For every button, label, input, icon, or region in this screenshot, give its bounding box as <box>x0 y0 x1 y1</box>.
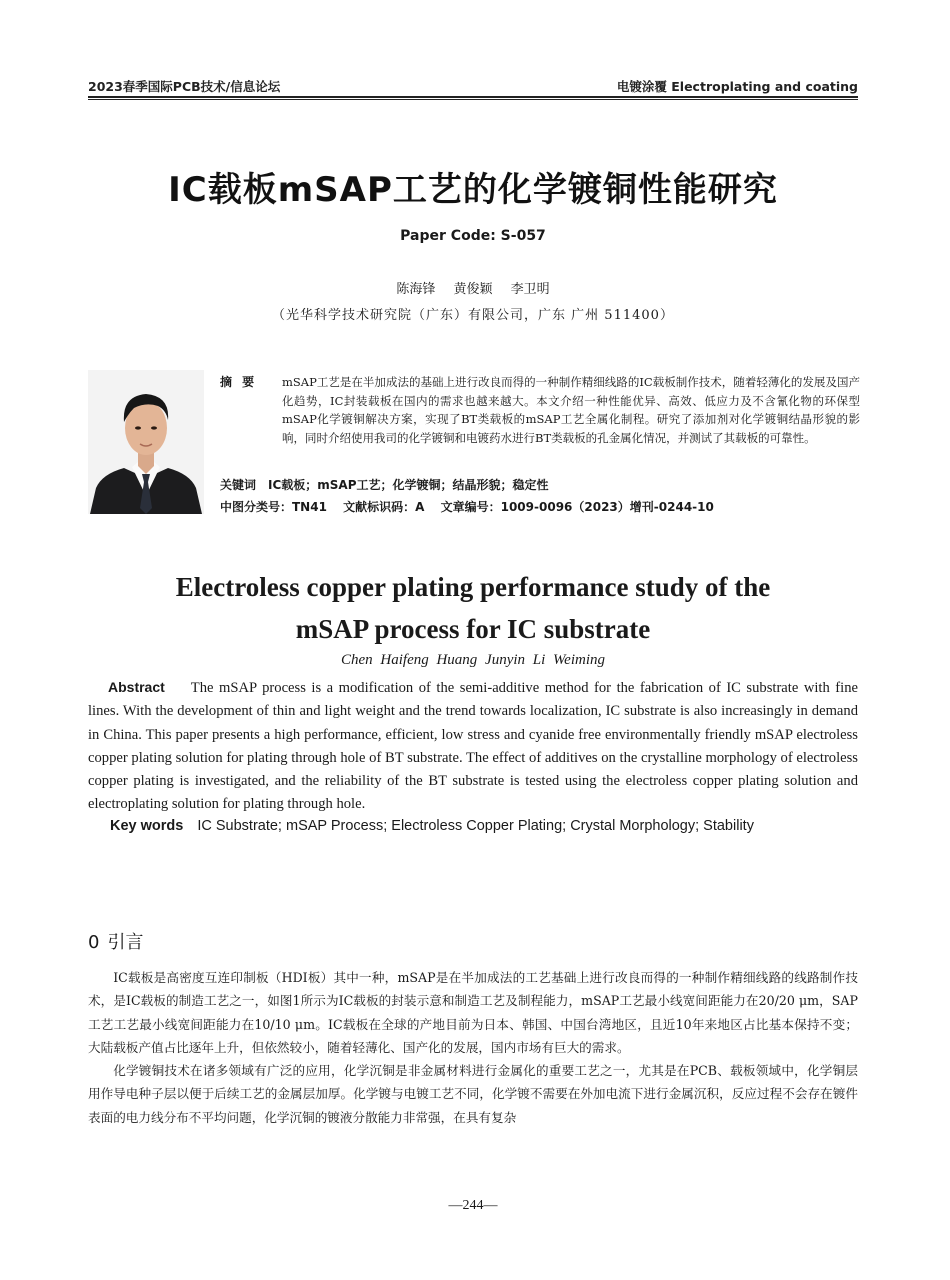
english-title-line-1: Electroless copper plating performance study of the <box>175 572 771 602</box>
english-keywords-label: Key words <box>110 818 184 834</box>
running-header <box>88 74 858 98</box>
english-abstract-text: The mSAP process is a modification of the semi-additive method for the fabrication of IC substrate with fine lines. With the development of thin and light weight and the trend towards localization, IC substrate is also increasingly in demand in China. This paper presents a high performance, efficient, low stress and cyanide free environmentally friendly mSAP electroless copper plating solution for plating through hole of BT substrate. The effect of additives on the crystalline morphology of electroless copper plating is investigated, and the reliability of the BT substrate is tested using the electroless copper plating solution and electroplating solution for plating through hole. <box>88 680 858 813</box>
clc-number: 中图分类号：TN41 <box>220 500 327 514</box>
page-number: —244— <box>448 1198 498 1213</box>
author-photo <box>88 370 204 514</box>
chinese-abstract-label: 摘 要 <box>220 375 255 389</box>
header-right: 电镀涂覆 Electroplating and coating <box>616 79 858 94</box>
chinese-title: IC载板mSAP工艺的化学镀铜性能研究 <box>168 170 778 210</box>
english-title-line-2: mSAP process for IC substrate <box>295 614 651 644</box>
section-heading <box>88 928 143 954</box>
chinese-abstract-text: mSAP工艺是在半加成法的基础上进行改良而得的一种制作精细线路的IC载板制作技术，随着轻薄化的发展及国产化趋势，IC封装载板在国内的需求也越来越大。本文介绍一种性能优异、高效、低应力及不含氰化物的环保型mSAP化学镀铜解决方案，实现了BT类载板的mSAP工艺全属化制程。研究了添加剂对化学镀铜结晶形貌的影响，同时介绍使用我司的化学镀铜和电镀药水进行BT类载板的孔金属化情况，并测试了其载板的可靠性。 <box>282 375 860 445</box>
english-keywords <box>110 818 754 834</box>
english-abstract-label: Abstract <box>108 679 165 695</box>
body-paragraph-1: IC载板是高密度互连印制板（HDI板）其中一种，mSAP是在半加成法的工艺基础上进行改良而得的一种制作精细线路的线路制作技术，是IC载板的制造工艺之一，如图1所示为IC载板的封装示意和制造工艺及制程能力，mSAP工艺最小线宽间距能力在20/20 μm，SAP工艺工艺最小线宽间距能力在10/10 μm。IC载板在全球的产地目前为日本、韩国、中国台湾地区，且近10年来地区占比基本保持不变；大陆载板产值占比逐年上升，但依然较小，随着轻薄化、国产化的发展，国内市场有巨大的需求。 <box>88 970 858 1055</box>
body-paragraph-2: 化学镀铜技术在诸多领域有广泛的应用，化学沉铜是非金属材料进行金属化的重要工艺之一，尤其是在PCB、载板领域中，化学铜层用作导电种子层以便于后续工艺的金属层加厚。化学镀与电镀工艺不同，化学镀不需要在外加电流下进行金属沉积，反应过程不会存在镀件表面的电力线分布不平均问题，化学沉铜的镀液分散能力非常强，在具有复杂 <box>88 1063 858 1125</box>
english-authors: Chen Haifeng Huang Junyin Li Weiming <box>340 652 605 668</box>
author-portrait-image <box>88 370 204 514</box>
chinese-keywords-label: 关键词 <box>220 478 257 492</box>
classification-line <box>220 498 726 515</box>
english-abstract <box>88 676 858 817</box>
english-title <box>88 566 858 650</box>
section-title: 引言 <box>107 932 144 953</box>
chinese-authors: 陈海锋 黄俊颖 李卫明 <box>396 282 550 297</box>
document-code: 文献标识码：A <box>343 500 425 514</box>
header-rule <box>88 96 858 100</box>
section-number: 0 <box>88 932 100 953</box>
chinese-affiliation: （光华科学技术研究院（广东）有限公司，广东 广州 511400） <box>272 308 674 323</box>
body-text <box>88 966 858 1129</box>
english-keywords-text: IC Substrate; mSAP Process; Electroless Copper Plating; Crystal Morphology; Stability <box>197 818 754 834</box>
chinese-keywords-text: IC载板；mSAP工艺；化学镀铜；结晶形貌；稳定性 <box>268 478 549 492</box>
header-left: 2023春季国际PCB技术/信息论坛 <box>88 79 281 94</box>
article-number: 文章编号：1009-0096（2023）增刊-0244-10 <box>440 500 714 514</box>
chinese-abstract <box>220 373 860 447</box>
paper-code: Paper Code: S-057 <box>400 228 546 244</box>
chinese-keywords <box>220 476 561 493</box>
